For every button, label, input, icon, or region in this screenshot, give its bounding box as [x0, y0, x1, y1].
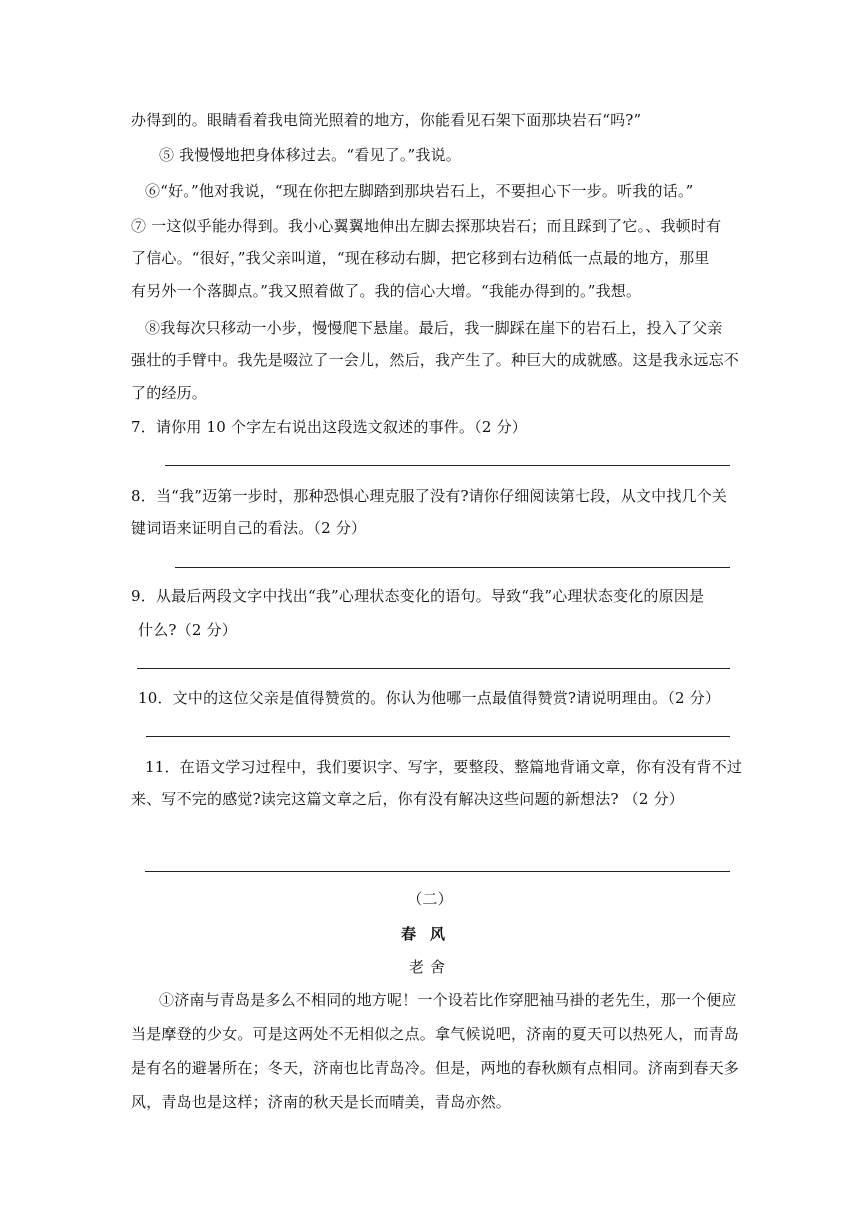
- article-line: ①济南与青岛是多么不相同的地方呢！一个设若比作穿肥袖马褂的老先生，那一个便应: [159, 991, 737, 1009]
- answer-line-q9[interactable]: [137, 668, 730, 669]
- question-8: 8．当“我”迈第一步时，那种恐惧心理克服了没有?请你仔细阅读第七段，从文中找几个关: [131, 487, 728, 505]
- story-line: 了的经历。: [131, 384, 208, 402]
- story-line: ⑧我每次只移动一小步，慢慢爬下悬崖。最后，我一脚踩在崖下的岩石上，投入了父亲: [145, 319, 723, 337]
- story-line: 了信心。“很好，”我父亲叫道，“现在移动右脚，把它移到右边稍低一点最的地方，那里: [131, 249, 710, 267]
- article-title: 春风: [400, 925, 459, 943]
- article-author: 老舍: [408, 958, 451, 976]
- question-9: 9．从最后两段文字中找出“我”心理状态变化的语句。导致“我”心理状态变化的原因是: [131, 587, 705, 605]
- article-line: 是有名的避暑所在；冬天，济南也比青岛冷。但是，两地的春秋颇有点相同。济南到春天多: [131, 1059, 740, 1077]
- question-7: 7．请你用 10 个字左右说出这段选文叙述的事件。（2 分）: [131, 418, 527, 436]
- article-line: 当是摩登的少女。可是这两处不无相似之点。拿气候说吧，济南的夏天可以热死人，而青岛: [131, 1025, 740, 1043]
- question-11-continued: 来、写不完的感觉?读完这篇文章之后，你有没有解决这些问题的新想法? （2 分）: [131, 790, 684, 808]
- answer-line-q8[interactable]: [175, 567, 730, 568]
- question-9-continued: 什么?（2 分）: [138, 621, 237, 639]
- question-10: 10．文中的这位父亲是值得赞赏的。你认为他哪一点最值得赞赏?请说明理由。（2 分）: [138, 689, 721, 707]
- story-line: 办得到的。眼睛看着我电筒光照着的地方，你能看见石架下面那块岩石“吗?”: [131, 111, 642, 129]
- section-number: （二）: [407, 890, 453, 908]
- story-line: ⑥“好。”他对我说，“现在你把左脚踏到那块岩石上，不要担心下一步。听我的话。”: [145, 182, 694, 200]
- answer-line-q10[interactable]: [146, 736, 730, 737]
- story-line: ⑤ 我慢慢地把身体移过去。“看见了。”我说。: [159, 146, 462, 164]
- article-line: 风，青岛也是这样；济南的秋天是长而晴美，青岛亦然。: [131, 1093, 512, 1111]
- story-line: 有另外一个落脚点。”我又照着做了。我的信心大增。“我能办得到的。”我想。: [131, 282, 642, 300]
- story-line: 强壮的手臂中。我先是啜泣了一会儿，然后，我产生了。种巨大的成就感。这是我永远忘不: [131, 351, 740, 369]
- question-11: 11．在语文学习过程中，我们要识字、写字，要整段、整篇地背诵文章，你有没有背不过: [145, 758, 743, 776]
- answer-line-q11[interactable]: [145, 871, 730, 872]
- story-line: ⑦ 一这似乎能办得到。我小心翼翼地伸出左脚去探那块岩石；而且踩到了它。、我顿时有: [131, 217, 722, 235]
- question-8-continued: 键词语来证明自己的看法。（2 分）: [131, 519, 367, 537]
- answer-line-q7[interactable]: [165, 465, 730, 466]
